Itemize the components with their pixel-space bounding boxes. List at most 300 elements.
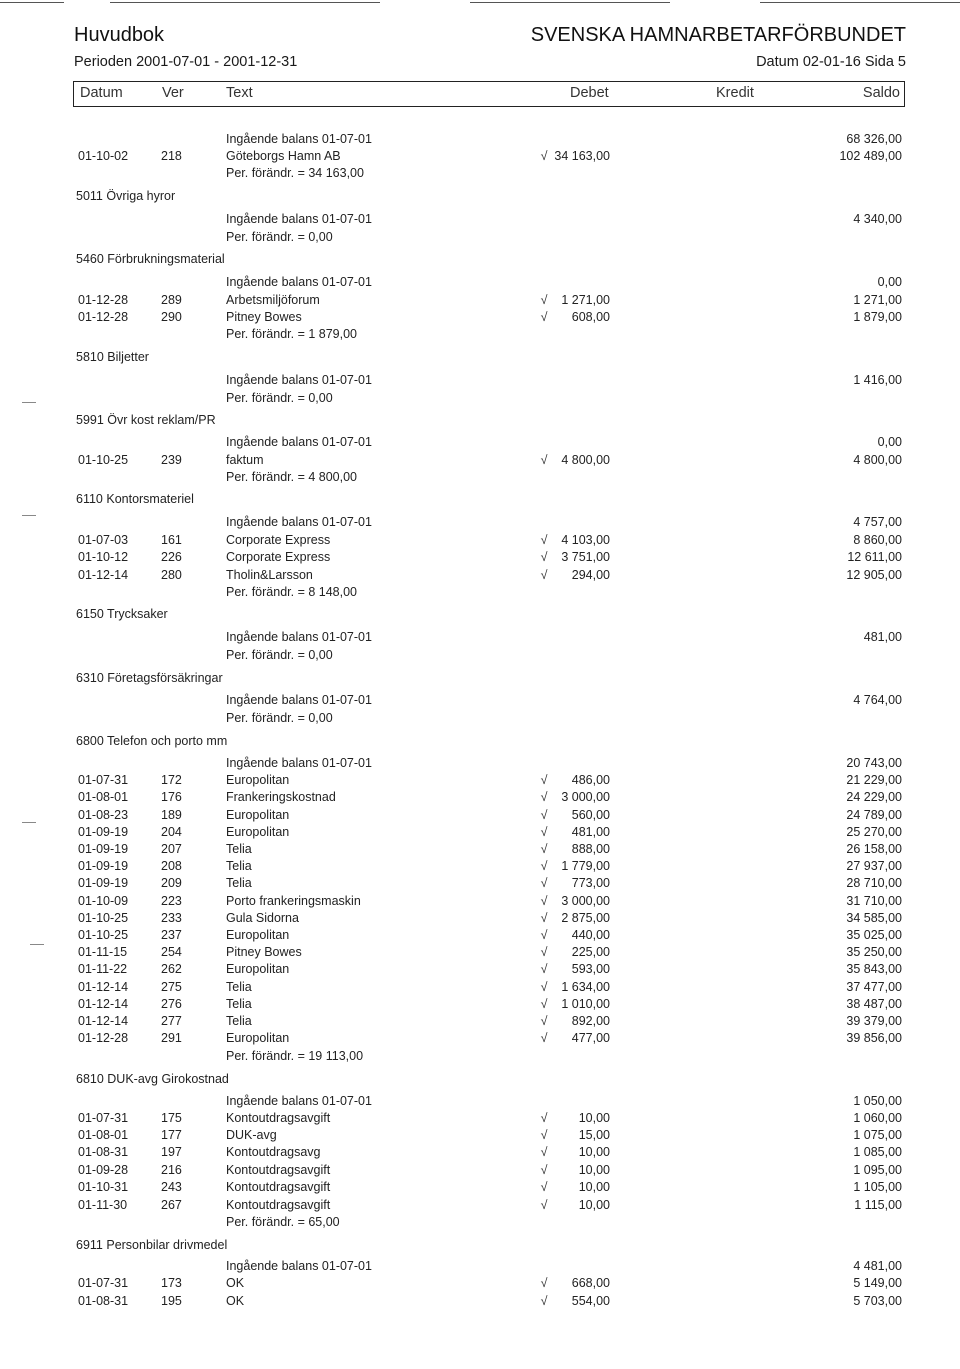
entry-saldo: 4 481,00: [853, 1259, 902, 1273]
ledger-row: [0, 1274, 960, 1292]
check-mark-icon: √: [540, 962, 548, 976]
account-label: 5991 Övr kost reklam/PR: [76, 413, 216, 427]
entry-ver: 275: [161, 980, 182, 994]
entry-text: Ingående balans 01-07-01: [226, 630, 372, 644]
entry-date: 01-10-25: [78, 453, 129, 467]
account-label: 6800 Telefon och porto mm: [76, 734, 228, 748]
entry-date: 01-08-31: [78, 1145, 129, 1159]
entry-ver: 176: [161, 790, 182, 804]
entry-text: Kontoutdragsavgift: [226, 1198, 331, 1212]
account-label: 5460 Förbrukningsmaterial: [76, 252, 225, 266]
check-mark-icon: √: [540, 773, 548, 787]
entry-saldo: 38 487,00: [846, 997, 902, 1011]
entry-ver: 223: [161, 894, 182, 908]
organization-name: SVENSKA HAMNARBETARFÖRBUNDET: [530, 24, 906, 46]
ledger-row: [0, 646, 960, 664]
entry-date: 01-10-12: [78, 550, 129, 564]
ledger-row: [0, 1126, 960, 1144]
entry-text: Europolitan: [226, 1031, 290, 1045]
check-mark-icon: √: [540, 533, 548, 547]
check-mark-icon: √: [540, 1163, 548, 1177]
ledger-row: [0, 210, 960, 228]
account-label: 5810 Biljetter: [76, 350, 149, 364]
entry-text: Telia: [226, 859, 252, 873]
col-saldo: Saldo: [862, 85, 900, 101]
entry-date: 01-10-02: [78, 149, 129, 163]
entry-text: Ingående balans 01-07-01: [226, 435, 372, 449]
check-mark-icon: √: [540, 1276, 548, 1290]
entry-saldo: 28 710,00: [846, 876, 902, 890]
entry-debet: 10,00: [578, 1145, 610, 1159]
entry-text: Ingående balans 01-07-01: [226, 515, 372, 529]
ledger-row: [0, 943, 960, 961]
account-header: [0, 250, 960, 268]
check-mark-icon: √: [540, 1294, 548, 1308]
entry-saldo: 39 856,00: [846, 1031, 902, 1045]
entry-debet: 608,00: [571, 310, 610, 324]
ledger-row: [0, 926, 960, 944]
entry-date: 01-08-01: [78, 790, 129, 804]
entry-debet: 773,00: [571, 876, 610, 890]
entry-ver: 172: [161, 773, 182, 787]
entry-saldo: 1 050,00: [853, 1094, 902, 1108]
entry-debet: 1 010,00: [561, 997, 610, 1011]
entry-text: Per. förändr. = 0,00: [226, 648, 333, 662]
entry-saldo: 1 060,00: [853, 1111, 902, 1125]
check-mark-icon: √: [540, 149, 548, 163]
entry-ver: 239: [161, 453, 182, 467]
entry-saldo: 1 085,00: [853, 1145, 902, 1159]
entry-debet: 668,00: [571, 1276, 610, 1290]
entry-debet: 2 875,00: [561, 911, 610, 925]
entry-debet: 225,00: [571, 945, 610, 959]
ledger-row: [0, 451, 960, 469]
entry-text: Frankeringskostnad: [226, 790, 336, 804]
entry-debet: 888,00: [571, 842, 610, 856]
ledger-row: [0, 628, 960, 646]
entry-date: 01-12-14: [78, 980, 129, 994]
entry-ver: 209: [161, 876, 182, 890]
check-mark-icon: √: [540, 1014, 548, 1028]
entry-ver: 189: [161, 808, 182, 822]
entry-ver: 197: [161, 1145, 182, 1159]
account-label: 6110 Kontorsmateriel: [76, 492, 194, 506]
entry-text: Per. förändr. = 1 879,00: [226, 327, 357, 341]
entry-debet: 1 779,00: [561, 859, 610, 873]
entry-ver: 177: [161, 1128, 182, 1142]
ledger-row: [0, 978, 960, 996]
check-mark-icon: √: [540, 568, 548, 582]
col-ver: Ver: [162, 85, 184, 101]
ledger-row: [0, 754, 960, 772]
ledger-row: [0, 1292, 960, 1310]
entry-saldo: 5 703,00: [853, 1294, 902, 1308]
account-header: [0, 669, 960, 687]
entry-date: 01-12-14: [78, 1014, 129, 1028]
ledger-row: [0, 892, 960, 910]
ledger-row: [0, 548, 960, 566]
check-mark-icon: √: [540, 808, 548, 822]
ledger-row: [0, 291, 960, 309]
entry-saldo: 1 075,00: [853, 1128, 902, 1142]
entry-ver: 175: [161, 1111, 182, 1125]
entry-saldo: 27 937,00: [846, 859, 902, 873]
check-mark-icon: √: [540, 1145, 548, 1159]
entry-saldo: 39 379,00: [846, 1014, 902, 1028]
check-mark-icon: √: [540, 911, 548, 925]
entry-debet: 560,00: [571, 808, 610, 822]
ledger-row: [0, 566, 960, 584]
entry-text: Europolitan: [226, 808, 290, 822]
ledger-row: [0, 960, 960, 978]
entry-debet: 1 271,00: [561, 293, 610, 307]
entry-saldo: 37 477,00: [846, 980, 902, 994]
ledger-row: [0, 1196, 960, 1214]
account-header: [0, 490, 960, 508]
entry-text: Per. förändr. = 4 800,00: [226, 470, 357, 484]
entry-text: Ingående balans 01-07-01: [226, 132, 372, 146]
entry-debet: 3 000,00: [561, 790, 610, 804]
entry-date: 01-09-19: [78, 859, 129, 873]
entry-date: 01-12-14: [78, 568, 129, 582]
entry-text: Porto frankeringsmaskin: [226, 894, 361, 908]
entry-text: Per. förändr. = 0,00: [226, 230, 333, 244]
ledger-row: [0, 1257, 960, 1275]
report-date-page: Datum 02-01-16 Sida 5: [756, 54, 906, 70]
check-mark-icon: √: [540, 1128, 548, 1142]
ledger-row: [0, 147, 960, 165]
entry-date: 01-12-28: [78, 293, 129, 307]
entry-debet: 554,00: [571, 1294, 610, 1308]
report-period: Perioden 2001-07-01 - 2001-12-31: [74, 54, 298, 70]
entry-saldo: 481,00: [863, 630, 902, 644]
check-mark-icon: √: [540, 859, 548, 873]
entry-saldo: 4 800,00: [853, 453, 902, 467]
entry-debet: 3 000,00: [561, 894, 610, 908]
entry-ver: 254: [161, 945, 182, 959]
entry-date: 01-07-31: [78, 1111, 129, 1125]
entry-ver: 276: [161, 997, 182, 1011]
entry-text: Ingående balans 01-07-01: [226, 1094, 372, 1108]
ledger-row: [0, 1161, 960, 1179]
ledger-row: [0, 806, 960, 824]
entry-date: 01-07-31: [78, 1276, 129, 1290]
entry-date: 01-08-23: [78, 808, 129, 822]
entry-date: 01-09-19: [78, 842, 129, 856]
entry-text: OK: [226, 1276, 245, 1290]
entry-debet: 486,00: [571, 773, 610, 787]
entry-date: 01-10-25: [78, 911, 129, 925]
ledger-row: [0, 273, 960, 291]
ledger-row: [0, 1143, 960, 1161]
entry-saldo: 24 229,00: [846, 790, 902, 804]
account-header: [0, 605, 960, 623]
entry-text: Per. förändr. = 34 163,00: [226, 166, 364, 180]
entry-text: Ingående balans 01-07-01: [226, 756, 372, 770]
entry-text: Ingående balans 01-07-01: [226, 212, 372, 226]
account-label: 6911 Personbilar drivmedel: [76, 1238, 228, 1252]
ledger-row: [0, 857, 960, 875]
entry-text: Ingående balans 01-07-01: [226, 693, 372, 707]
entry-saldo: 102 489,00: [839, 149, 902, 163]
entry-ver: 237: [161, 928, 182, 942]
entry-text: Corporate Express: [226, 533, 331, 547]
ledger-row: [0, 874, 960, 892]
entry-date: 01-12-14: [78, 997, 129, 1011]
ledger-row: [0, 1029, 960, 1047]
entry-ver: 280: [161, 568, 182, 582]
entry-debet: 3 751,00: [561, 550, 610, 564]
entry-date: 01-11-30: [78, 1198, 128, 1212]
entry-date: 01-11-15: [78, 945, 128, 959]
entry-debet: 34 163,00: [554, 149, 610, 163]
entry-saldo: 35 843,00: [846, 962, 902, 976]
entry-debet: 593,00: [571, 962, 610, 976]
entry-ver: 262: [161, 962, 182, 976]
entry-text: OK: [226, 1294, 245, 1308]
entry-text: Telia: [226, 842, 252, 856]
col-debet: Debet: [570, 85, 609, 101]
check-mark-icon: √: [540, 1031, 548, 1045]
check-mark-icon: √: [540, 842, 548, 856]
entry-saldo: 1 115,00: [854, 1198, 902, 1212]
entry-saldo: 1 271,00: [853, 293, 902, 307]
ledger-row: [0, 771, 960, 789]
entry-text: Europolitan: [226, 825, 290, 839]
account-header: [0, 187, 960, 205]
entry-text: Göteborgs Hamn AB: [226, 149, 341, 163]
entry-saldo: 4 757,00: [853, 515, 902, 529]
entry-date: 01-08-31: [78, 1294, 129, 1308]
entry-ver: 289: [161, 293, 182, 307]
entry-text: Telia: [226, 876, 252, 890]
entry-text: Telia: [226, 1014, 252, 1028]
entry-saldo: 0,00: [877, 275, 902, 289]
entry-ver: 277: [161, 1014, 182, 1028]
account-label: 6310 Företagsförsäkringar: [76, 671, 223, 685]
ledger-row: [0, 840, 960, 858]
account-header: [0, 411, 960, 429]
entry-ver: 195: [161, 1294, 182, 1308]
entry-date: 01-09-19: [78, 825, 129, 839]
check-mark-icon: √: [540, 550, 548, 564]
entry-text: Per. förändr. = 65,00: [226, 1215, 340, 1229]
account-header: [0, 348, 960, 366]
col-kredit: Kredit: [716, 85, 754, 101]
entry-debet: 4 800,00: [561, 453, 610, 467]
entry-saldo: 12 905,00: [846, 568, 902, 582]
account-header: [0, 1236, 960, 1254]
entry-debet: 10,00: [578, 1163, 610, 1177]
entry-debet: 4 103,00: [561, 533, 610, 547]
entry-saldo: 1 105,00: [853, 1180, 902, 1194]
entry-text: Per. förändr. = 19 113,00: [226, 1049, 364, 1063]
entry-debet: 294,00: [571, 568, 610, 582]
entry-date: 01-10-25: [78, 928, 129, 942]
entry-saldo: 26 158,00: [846, 842, 902, 856]
entry-saldo: 25 270,00: [846, 825, 902, 839]
entry-saldo: 5 149,00: [853, 1276, 902, 1290]
account-header: [0, 1070, 960, 1088]
col-text: Text: [226, 85, 253, 101]
entry-ver: 291: [161, 1031, 182, 1045]
ledger-row: [0, 513, 960, 531]
check-mark-icon: √: [540, 790, 548, 804]
ledger-row: [0, 995, 960, 1013]
ledger-row: [0, 709, 960, 727]
entry-date: 01-08-01: [78, 1128, 129, 1142]
entry-date: 01-10-09: [78, 894, 129, 908]
entry-text: Ingående balans 01-07-01: [226, 1259, 372, 1273]
entry-ver: 207: [161, 842, 182, 856]
entry-saldo: 20 743,00: [846, 756, 902, 770]
entry-ver: 243: [161, 1180, 182, 1194]
entry-text: Kontoutdragsavgift: [226, 1163, 331, 1177]
entry-text: Arbetsmiljöforum: [226, 293, 320, 307]
entry-text: Corporate Express: [226, 550, 331, 564]
ledger-row: [0, 164, 960, 182]
ledger-row: [0, 1109, 960, 1127]
entry-text: Per. förändr. = 8 148,00: [226, 585, 357, 599]
check-mark-icon: √: [540, 894, 548, 908]
ledger-row: [0, 531, 960, 549]
check-mark-icon: √: [540, 293, 548, 307]
entry-debet: 10,00: [578, 1180, 610, 1194]
entry-saldo: 31 710,00: [846, 894, 902, 908]
entry-ver: 216: [161, 1163, 182, 1177]
entry-saldo: 68 326,00: [846, 132, 902, 146]
entry-date: 01-07-31: [78, 773, 129, 787]
entry-saldo: 1 095,00: [853, 1163, 902, 1177]
check-mark-icon: √: [540, 1180, 548, 1194]
check-mark-icon: √: [540, 1198, 548, 1212]
entry-saldo: 8 860,00: [853, 533, 902, 547]
entry-date: 01-07-03: [78, 533, 129, 547]
entry-ver: 161: [161, 533, 182, 547]
entry-saldo: 24 789,00: [846, 808, 902, 822]
check-mark-icon: √: [540, 825, 548, 839]
ledger-row: [0, 325, 960, 343]
account-header: [0, 732, 960, 750]
entry-date: 01-11-22: [78, 962, 128, 976]
account-label: 6150 Trycksaker: [76, 607, 168, 621]
ledger-row: [0, 1213, 960, 1231]
ledger-row: [0, 228, 960, 246]
entry-text: Ingående balans 01-07-01: [226, 373, 372, 387]
entry-date: 01-12-28: [78, 1031, 129, 1045]
entry-text: Telia: [226, 997, 252, 1011]
check-mark-icon: √: [540, 876, 548, 890]
entry-ver: 233: [161, 911, 182, 925]
entry-text: Gula Sidorna: [226, 911, 299, 925]
entry-text: Kontoutdragsavg: [226, 1145, 321, 1159]
entry-ver: 204: [161, 825, 182, 839]
ledger-row: [0, 389, 960, 407]
entry-saldo: 0,00: [877, 435, 902, 449]
ledger-row: [0, 130, 960, 148]
entry-text: Telia: [226, 980, 252, 994]
entry-text: faktum: [226, 453, 264, 467]
ledger-row: [0, 1092, 960, 1110]
entry-saldo: 35 250,00: [846, 945, 902, 959]
ledger-row: [0, 433, 960, 451]
entry-debet: 1 634,00: [561, 980, 610, 994]
ledger-row: [0, 468, 960, 486]
entry-text: DUK-avg: [226, 1128, 277, 1142]
ledger-row: [0, 371, 960, 389]
entry-saldo: 35 025,00: [846, 928, 902, 942]
entry-text: Europolitan: [226, 928, 290, 942]
ledger-row: [0, 1012, 960, 1030]
check-mark-icon: √: [540, 928, 548, 942]
entry-saldo: 4 340,00: [853, 212, 902, 226]
entry-ver: 290: [161, 310, 182, 324]
entry-debet: 10,00: [578, 1111, 610, 1125]
entry-text: Kontoutdragsavgift: [226, 1180, 331, 1194]
check-mark-icon: √: [540, 310, 548, 324]
entry-debet: 477,00: [571, 1031, 610, 1045]
entry-date: 01-09-19: [78, 876, 129, 890]
ledger-row: [0, 691, 960, 709]
entry-ver: 267: [161, 1198, 182, 1212]
entry-debet: 15,00: [578, 1128, 610, 1142]
entry-text: Kontoutdragsavgift: [226, 1111, 331, 1125]
col-datum: Datum: [80, 85, 123, 101]
check-mark-icon: √: [540, 980, 548, 994]
entry-date: 01-10-31: [78, 1180, 129, 1194]
report-title: Huvudbok: [74, 24, 165, 46]
entry-debet: 481,00: [571, 825, 610, 839]
entry-saldo: 1 416,00: [853, 373, 902, 387]
entry-text: Tholin&Larsson: [226, 568, 313, 582]
ledger-row: [0, 909, 960, 927]
entry-text: Pitney Bowes: [226, 310, 302, 324]
ledger-row: [0, 788, 960, 806]
ledger-row: [0, 583, 960, 601]
ledger-row: [0, 308, 960, 326]
entry-ver: 208: [161, 859, 182, 873]
entry-text: Per. förändr. = 0,00: [226, 391, 333, 405]
ledger-row: [0, 823, 960, 841]
entry-saldo: 4 764,00: [853, 693, 902, 707]
check-mark-icon: √: [540, 945, 548, 959]
ledger-row: [0, 1047, 960, 1065]
entry-ver: 173: [161, 1276, 182, 1290]
entry-debet: 892,00: [571, 1014, 610, 1028]
entry-saldo: 12 611,00: [847, 550, 902, 564]
check-mark-icon: √: [540, 453, 548, 467]
entry-text: Europolitan: [226, 773, 290, 787]
entry-saldo: 21 229,00: [846, 773, 902, 787]
entry-text: Europolitan: [226, 962, 290, 976]
entry-text: Per. förändr. = 0,00: [226, 711, 333, 725]
check-mark-icon: √: [540, 1111, 548, 1125]
entry-text: Pitney Bowes: [226, 945, 302, 959]
entry-ver: 226: [161, 550, 182, 564]
account-label: 6810 DUK-avg Girokostnad: [76, 1072, 229, 1086]
entry-saldo: 34 585,00: [846, 911, 902, 925]
ledger-row: [0, 1178, 960, 1196]
account-label: 5011 Övriga hyror: [76, 189, 176, 203]
entry-text: Ingående balans 01-07-01: [226, 275, 372, 289]
entry-ver: 218: [161, 149, 182, 163]
check-mark-icon: √: [540, 997, 548, 1011]
entry-saldo: 1 879,00: [853, 310, 902, 324]
entry-debet: 440,00: [571, 928, 610, 942]
entry-date: 01-09-28: [78, 1163, 129, 1177]
entry-debet: 10,00: [578, 1198, 610, 1212]
entry-date: 01-12-28: [78, 310, 129, 324]
